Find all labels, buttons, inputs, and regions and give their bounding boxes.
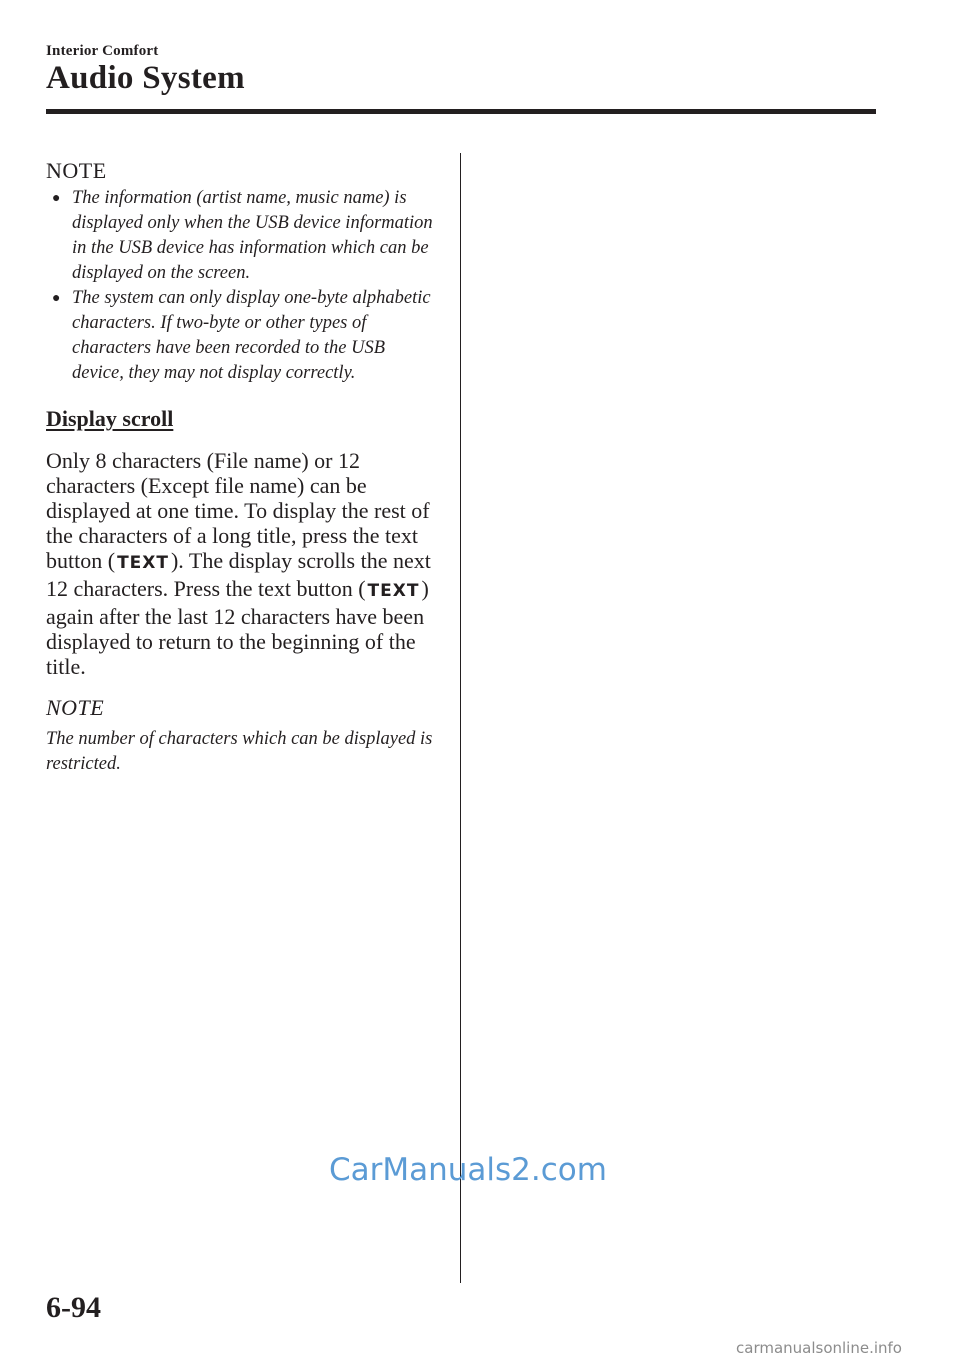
text-button-icon: TEXT [117,553,169,573]
note-item-text: The system can only display one-byte alphabetic characters. If two-byte or other types of characters have been recorded to the USB device, they may not display correctly. [72,288,431,383]
column-divider [460,153,461,1283]
note-heading: NOTE [46,695,105,720]
note-item [46,286,438,386]
text-button-icon: TEXT [367,581,420,601]
note-item-text: The information (artist name, music name) is displayed only when the USB device information in the USB device has information which can be displayed on the screen. [72,188,433,283]
note-body: The number of characters which can be displayed is restricted. [46,729,433,774]
page-title: Audio System [46,60,245,96]
bullet-icon: ● [52,191,61,206]
page-number: 6-94 [46,1291,101,1324]
left-column [46,156,438,777]
footer-site-link[interactable]: carmanualsonline.info [736,1339,902,1357]
display-scroll-heading: Display scroll [46,406,174,431]
display-scroll-body [46,448,438,679]
bullet-icon: ● [52,291,61,306]
body-text-part: ). The display scrolls the next 12 characters. Press the text button ( [46,548,431,601]
note-heading: NOTE [46,158,107,183]
body-text-part: ) again after the last 12 characters have been displayed to return to the beginning of the title. [46,576,429,679]
section-label: Interior Comfort [46,43,159,59]
note-item [46,186,438,286]
title-rule [46,109,876,114]
body-text-part: Only 8 characters (File name) or 12 characters (Except file name) can be displayed at one time. To display the rest of the characters of a long title, press the text button ( [46,448,430,573]
note-list [46,186,438,386]
watermark: CarManuals2.com [329,1152,607,1188]
